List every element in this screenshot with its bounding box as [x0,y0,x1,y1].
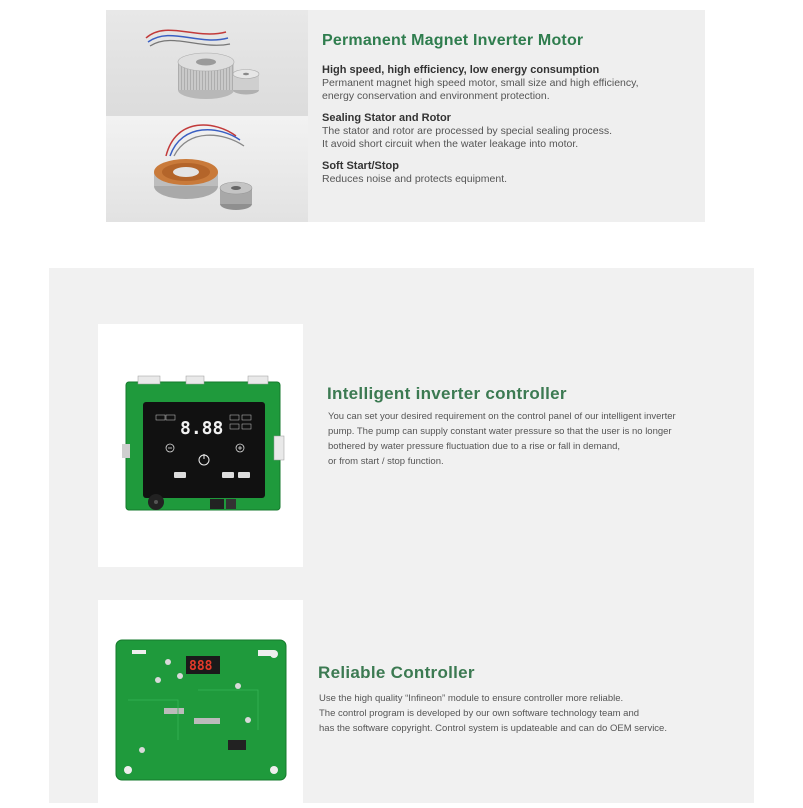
motor-text-block [322,32,692,195]
motor-rotor-image [106,10,308,116]
feature-item [322,64,692,103]
reliable-controller-title: Reliable Controller [318,663,475,682]
inverter-digit-display: 8.88 [180,418,224,439]
feature-text: The stator and rotor are processed by special sealing process. It avoid short circuit when the water leakage into motor. [322,125,613,150]
reliable-controller-description: Use the high quality “Infineon” module to ensure controller more reliable. The control program is developed by our own software technology team and has the software copyright. Control system is updateable and can do OEM service. [319,693,667,734]
motor-title: Permanent Magnet Inverter Motor [322,32,584,49]
feature-text: Permanent magnet high speed motor, small size and high efficiency, energy conservation and environment protection. [322,77,639,102]
reliable-digit-display: 888 [189,659,213,674]
inverter-controller-title: Intelligent inverter controller [327,384,567,403]
reliable-controller-image [98,600,303,803]
feature-text: Reduces noise and protects equipment. [322,173,508,185]
feature-heading: High speed, high efficiency, low energy consumption [322,64,600,76]
motor-stator-image [106,116,308,222]
motor-section [106,10,705,222]
inverter-controller-description: You can set your desired requirement on the control panel of our intelligent inverter pump. The pump can supply constant water pressure so that the user is no longer bothered by water pressure fluctuation due to a rise or fall in demand, or from start / stop function. [328,411,676,467]
inverter-controller-image [98,324,303,567]
feature-heading: Sealing Stator and Rotor [322,112,451,124]
controller-section [49,268,754,803]
feature-item [322,112,692,151]
feature-heading: Soft Start/Stop [322,160,399,172]
feature-item [322,160,692,186]
